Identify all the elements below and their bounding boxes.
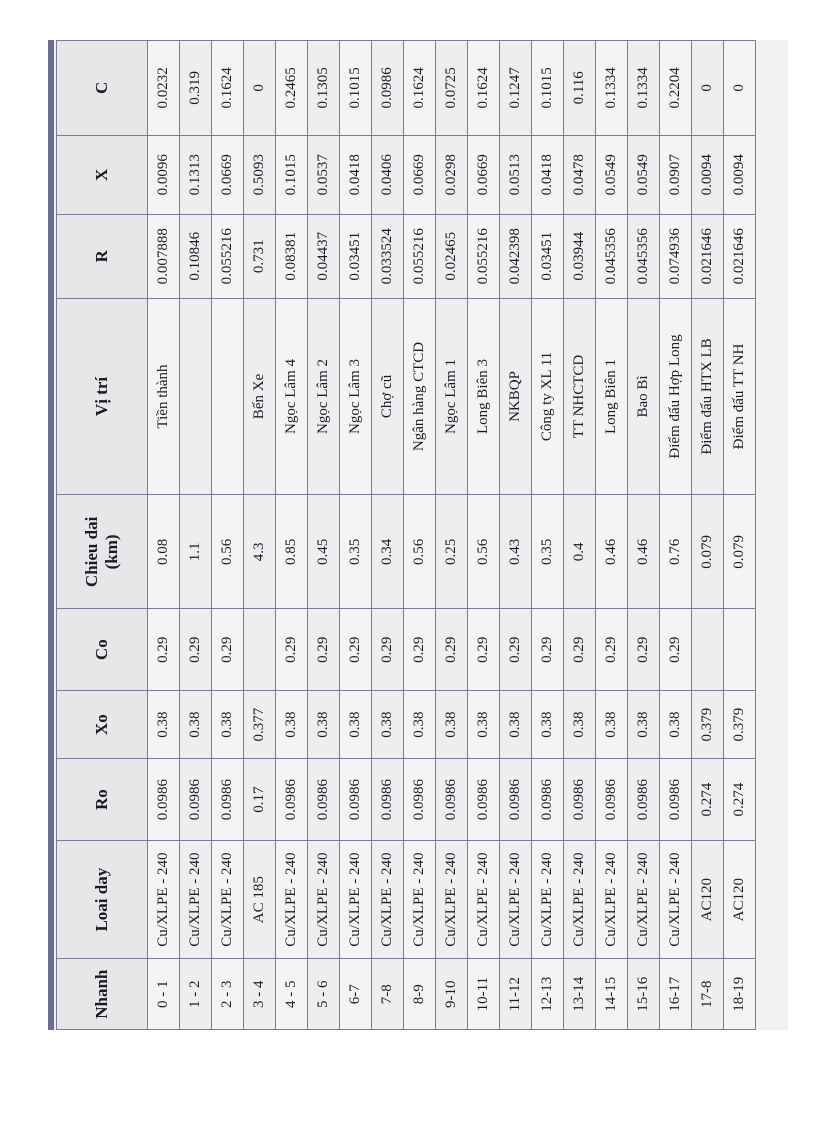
table-row	[404, 41, 436, 1030]
cell-co: 0.29	[404, 609, 436, 691]
cell-c: 0.319	[180, 41, 212, 136]
cell-loai-day: Cu/XLPE - 240	[500, 840, 532, 958]
cell-chieu-dai: 0.43	[500, 495, 532, 609]
cell-ro: 0.0986	[532, 759, 564, 841]
header-xo: Xo	[57, 690, 148, 758]
cell-co: 0.29	[308, 609, 340, 691]
page-edge	[48, 40, 54, 1030]
cell-chieu-dai: 0.08	[148, 495, 180, 609]
cell-vi-tri	[180, 298, 212, 495]
cell-x: 0.0298	[436, 135, 468, 214]
cell-xo: 0.38	[660, 690, 692, 758]
table-row	[532, 41, 564, 1030]
cell-loai-day: Cu/XLPE - 240	[596, 840, 628, 958]
cell-x: 0.0478	[564, 135, 596, 214]
cell-c: 0.0232	[148, 41, 180, 136]
cell-nhanh: 6-7	[340, 959, 372, 1030]
cell-nhanh: 8-9	[404, 959, 436, 1030]
cell-loai-day: Cu/XLPE - 240	[180, 840, 212, 958]
cell-r: 0.055216	[468, 214, 500, 298]
cell-xo: 0.38	[372, 690, 404, 758]
cell-xo: 0.379	[724, 690, 756, 758]
cell-co: 0.29	[372, 609, 404, 691]
table-row	[500, 41, 532, 1030]
cell-loai-day: Cu/XLPE - 240	[340, 840, 372, 958]
cell-chieu-dai: 0.56	[404, 495, 436, 609]
header-row	[57, 41, 148, 1030]
header-x: X	[57, 135, 148, 214]
cell-ro: 0.0986	[596, 759, 628, 841]
cell-chieu-dai: 0.4	[564, 495, 596, 609]
cell-xo: 0.38	[180, 690, 212, 758]
cell-r: 0.021646	[724, 214, 756, 298]
cell-chieu-dai: 0.46	[628, 495, 660, 609]
cell-ro: 0.274	[724, 759, 756, 841]
table-row	[596, 41, 628, 1030]
cell-xo: 0.38	[532, 690, 564, 758]
cell-r: 0.03451	[340, 214, 372, 298]
cell-loai-day: Cu/XLPE - 240	[532, 840, 564, 958]
table-row	[692, 41, 724, 1030]
cell-ro: 0.0986	[660, 759, 692, 841]
cell-c: 0.1624	[404, 41, 436, 136]
cell-chieu-dai: 0.35	[340, 495, 372, 609]
cell-c: 0.1015	[532, 41, 564, 136]
cell-chieu-dai: 0.25	[436, 495, 468, 609]
cell-chieu-dai: 0.34	[372, 495, 404, 609]
cell-co: 0.29	[660, 609, 692, 691]
header-r: R	[57, 214, 148, 298]
cell-chieu-dai: 0.56	[468, 495, 500, 609]
table-row	[276, 41, 308, 1030]
table-row	[628, 41, 660, 1030]
cell-x: 0.0537	[308, 135, 340, 214]
cell-c: 0	[724, 41, 756, 136]
cell-xo: 0.38	[148, 690, 180, 758]
cell-chieu-dai: 0.56	[212, 495, 244, 609]
cell-vi-tri: Điểm đấu Hợp Long	[660, 298, 692, 495]
cell-x: 0.0094	[724, 135, 756, 214]
table-row	[436, 41, 468, 1030]
cell-r: 0.08381	[276, 214, 308, 298]
cell-x: 0.0669	[212, 135, 244, 214]
cell-chieu-dai: 0.35	[532, 495, 564, 609]
cell-ro: 0.0986	[340, 759, 372, 841]
rotated-table-page	[48, 40, 788, 1030]
cell-ro: 0.0986	[276, 759, 308, 841]
cell-ro: 0.0986	[500, 759, 532, 841]
cell-chieu-dai: 0.079	[724, 495, 756, 609]
cell-chieu-dai: 0.85	[276, 495, 308, 609]
table-row	[724, 41, 756, 1030]
table-row	[212, 41, 244, 1030]
cell-r: 0.03451	[532, 214, 564, 298]
cell-loai-day: Cu/XLPE - 240	[276, 840, 308, 958]
cell-vi-tri: Ngọc Lâm 2	[308, 298, 340, 495]
cell-ro: 0.0986	[628, 759, 660, 841]
cell-xo: 0.38	[596, 690, 628, 758]
table-row	[308, 41, 340, 1030]
cell-co: 0.29	[148, 609, 180, 691]
cell-vi-tri: Điểm đấu TT NH	[724, 298, 756, 495]
cell-vi-tri: Ngọc Lâm 1	[436, 298, 468, 495]
cell-ro: 0.274	[692, 759, 724, 841]
cell-vi-tri: Điểm đấu HTX LB	[692, 298, 724, 495]
cell-nhanh: 7-8	[372, 959, 404, 1030]
cell-chieu-dai: 0.76	[660, 495, 692, 609]
cell-co: 0.29	[276, 609, 308, 691]
cell-loai-day: AC120	[724, 840, 756, 958]
cell-r: 0.021646	[692, 214, 724, 298]
cell-r: 0.074936	[660, 214, 692, 298]
table-row	[244, 41, 276, 1030]
cell-r: 0.04437	[308, 214, 340, 298]
cell-r: 0.02465	[436, 214, 468, 298]
cell-c: 0.1015	[340, 41, 372, 136]
table-row	[372, 41, 404, 1030]
table-row	[180, 41, 212, 1030]
cell-loai-day: Cu/XLPE - 240	[404, 840, 436, 958]
cell-x: 0.0907	[660, 135, 692, 214]
cell-loai-day: Cu/XLPE - 240	[660, 840, 692, 958]
cell-loai-day: Cu/XLPE - 240	[372, 840, 404, 958]
cell-loai-day: Cu/XLPE - 240	[468, 840, 500, 958]
cell-xo: 0.38	[212, 690, 244, 758]
cell-x: 0.0669	[404, 135, 436, 214]
cell-x: 0.0513	[500, 135, 532, 214]
cell-nhanh: 2 - 3	[212, 959, 244, 1030]
cell-xo: 0.38	[340, 690, 372, 758]
cell-nhanh: 16-17	[660, 959, 692, 1030]
cell-loai-day: Cu/XLPE - 240	[148, 840, 180, 958]
cell-nhanh: 18-19	[724, 959, 756, 1030]
cell-vi-tri: Tiền thành	[148, 298, 180, 495]
cell-x: 0.0406	[372, 135, 404, 214]
cell-r: 0.007888	[148, 214, 180, 298]
cell-co: 0.29	[564, 609, 596, 691]
cell-co	[724, 609, 756, 691]
line-parameters-table	[56, 40, 756, 1030]
cell-co: 0.29	[468, 609, 500, 691]
cell-c: 0.0986	[372, 41, 404, 136]
cell-vi-tri: Công ty XL 11	[532, 298, 564, 495]
cell-vi-tri: TT NHCTCD	[564, 298, 596, 495]
cell-ro: 0.0986	[564, 759, 596, 841]
cell-c: 0.2465	[276, 41, 308, 136]
cell-c: 0.2204	[660, 41, 692, 136]
cell-chieu-dai: 4.3	[244, 495, 276, 609]
cell-xo: 0.38	[564, 690, 596, 758]
cell-x: 0.0418	[340, 135, 372, 214]
cell-c: 0.1624	[212, 41, 244, 136]
cell-nhanh: 17-8	[692, 959, 724, 1030]
cell-nhanh: 10-11	[468, 959, 500, 1030]
header-c: C	[57, 41, 148, 136]
header-chieu-dai: Chieu dai (km)	[57, 495, 148, 609]
cell-ro: 0.0986	[148, 759, 180, 841]
cell-x: 0.0094	[692, 135, 724, 214]
cell-nhanh: 12-13	[532, 959, 564, 1030]
cell-xo: 0.379	[692, 690, 724, 758]
cell-vi-tri: Ngọc Lâm 4	[276, 298, 308, 495]
cell-nhanh: 9-10	[436, 959, 468, 1030]
cell-r: 0.10846	[180, 214, 212, 298]
cell-ro: 0.0986	[436, 759, 468, 841]
table-row	[660, 41, 692, 1030]
cell-r: 0.055216	[212, 214, 244, 298]
cell-x: 0.0549	[628, 135, 660, 214]
table-row	[148, 41, 180, 1030]
cell-loai-day: AC 185	[244, 840, 276, 958]
cell-co: 0.29	[628, 609, 660, 691]
cell-c: 0	[244, 41, 276, 136]
cell-co: 0.29	[532, 609, 564, 691]
cell-ro: 0.0986	[308, 759, 340, 841]
cell-loai-day: Cu/XLPE - 240	[628, 840, 660, 958]
cell-vi-tri: Chợ cũ	[372, 298, 404, 495]
cell-vi-tri: NKBQP	[500, 298, 532, 495]
cell-r: 0.045356	[596, 214, 628, 298]
cell-xo: 0.38	[276, 690, 308, 758]
cell-vi-tri	[212, 298, 244, 495]
cell-nhanh: 13-14	[564, 959, 596, 1030]
cell-c: 0.116	[564, 41, 596, 136]
cell-nhanh: 1 - 2	[180, 959, 212, 1030]
cell-ro: 0.0986	[372, 759, 404, 841]
cell-xo: 0.38	[404, 690, 436, 758]
cell-nhanh: 5 - 6	[308, 959, 340, 1030]
cell-ro: 0.0986	[468, 759, 500, 841]
cell-co: 0.29	[596, 609, 628, 691]
cell-c: 0.0725	[436, 41, 468, 136]
cell-vi-tri: Ngọc Lâm 3	[340, 298, 372, 495]
cell-xo: 0.38	[436, 690, 468, 758]
cell-nhanh: 4 - 5	[276, 959, 308, 1030]
cell-loai-day: Cu/XLPE - 240	[436, 840, 468, 958]
header-ro: Ro	[57, 759, 148, 841]
cell-vi-tri: Bến Xe	[244, 298, 276, 495]
cell-r: 0.731	[244, 214, 276, 298]
cell-co: 0.29	[436, 609, 468, 691]
cell-xo: 0.377	[244, 690, 276, 758]
cell-r: 0.042398	[500, 214, 532, 298]
cell-ro: 0.0986	[180, 759, 212, 841]
cell-nhanh: 11-12	[500, 959, 532, 1030]
table-row	[564, 41, 596, 1030]
cell-co: 0.29	[180, 609, 212, 691]
cell-x: 0.0669	[468, 135, 500, 214]
cell-r: 0.033524	[372, 214, 404, 298]
cell-c: 0.1334	[628, 41, 660, 136]
header-co: Co	[57, 609, 148, 691]
cell-ro: 0.0986	[404, 759, 436, 841]
cell-nhanh: 0 - 1	[148, 959, 180, 1030]
cell-xo: 0.38	[500, 690, 532, 758]
cell-c: 0.1624	[468, 41, 500, 136]
cell-vi-tri: Bao Bì	[628, 298, 660, 495]
cell-c: 0	[692, 41, 724, 136]
cell-x: 0.1313	[180, 135, 212, 214]
cell-c: 0.1247	[500, 41, 532, 136]
cell-x: 0.0418	[532, 135, 564, 214]
header-loai-day: Loai day	[57, 840, 148, 958]
header-vi-tri: Vị trí	[57, 298, 148, 495]
cell-c: 0.1334	[596, 41, 628, 136]
table-row	[340, 41, 372, 1030]
cell-ro: 0.17	[244, 759, 276, 841]
cell-x: 0.0549	[596, 135, 628, 214]
cell-r: 0.03944	[564, 214, 596, 298]
cell-co	[692, 609, 724, 691]
cell-x: 0.5093	[244, 135, 276, 214]
cell-co: 0.29	[340, 609, 372, 691]
table-row	[468, 41, 500, 1030]
table-body	[148, 41, 756, 1030]
cell-r: 0.045356	[628, 214, 660, 298]
cell-nhanh: 15-16	[628, 959, 660, 1030]
cell-ro: 0.0986	[212, 759, 244, 841]
header-nhanh: Nhanh	[57, 959, 148, 1030]
cell-co	[244, 609, 276, 691]
cell-loai-day: Cu/XLPE - 240	[212, 840, 244, 958]
cell-chieu-dai: 0.45	[308, 495, 340, 609]
cell-xo: 0.38	[308, 690, 340, 758]
cell-x: 0.1015	[276, 135, 308, 214]
cell-chieu-dai: 0.46	[596, 495, 628, 609]
cell-loai-day: AC120	[692, 840, 724, 958]
cell-nhanh: 14-15	[596, 959, 628, 1030]
cell-co: 0.29	[212, 609, 244, 691]
cell-c: 0.1305	[308, 41, 340, 136]
cell-vi-tri: Ngân hàng CTCD	[404, 298, 436, 495]
cell-vi-tri: Long Biên 3	[468, 298, 500, 495]
cell-loai-day: Cu/XLPE - 240	[308, 840, 340, 958]
cell-xo: 0.38	[468, 690, 500, 758]
cell-chieu-dai: 0.079	[692, 495, 724, 609]
cell-nhanh: 3 - 4	[244, 959, 276, 1030]
cell-x: 0.0096	[148, 135, 180, 214]
cell-loai-day: Cu/XLPE - 240	[564, 840, 596, 958]
cell-vi-tri: Long Biên 1	[596, 298, 628, 495]
cell-xo: 0.38	[628, 690, 660, 758]
cell-r: 0.055216	[404, 214, 436, 298]
cell-co: 0.29	[500, 609, 532, 691]
cell-chieu-dai: 1.1	[180, 495, 212, 609]
